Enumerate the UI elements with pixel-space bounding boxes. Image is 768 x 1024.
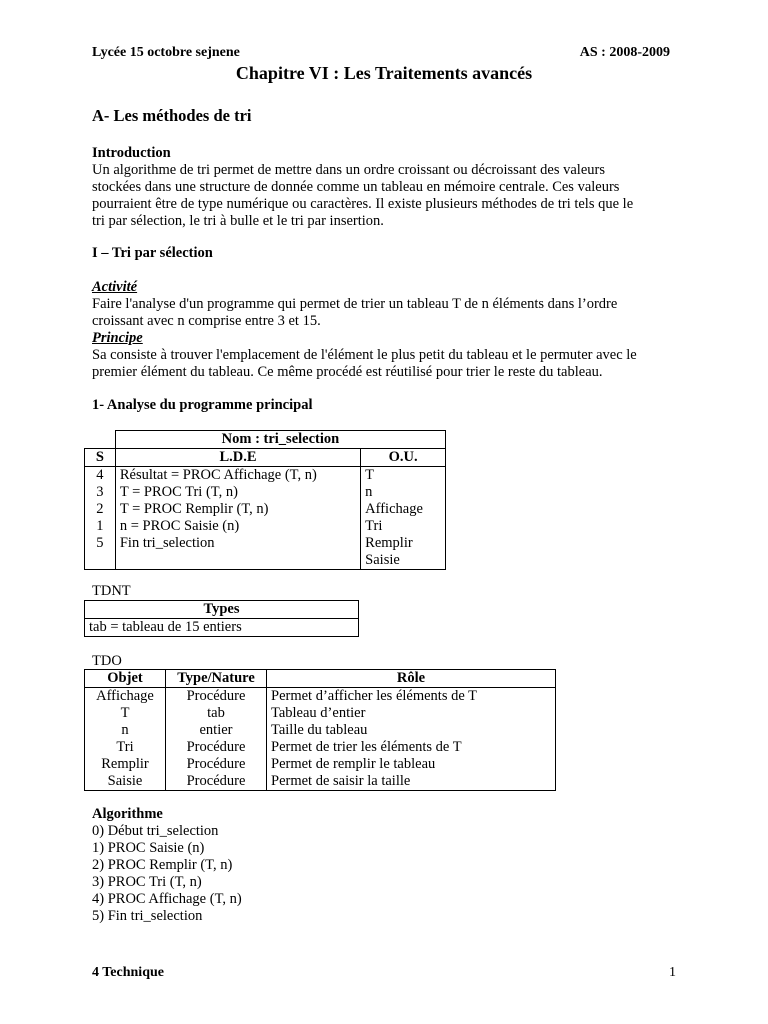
table-row: T tab Tableau d’entier (85, 705, 556, 722)
principe-line: premier élément du tableau. Ce même procédé est réutilisé pour trier le reste du tableau. (92, 364, 603, 380)
algorithme-line: 4) PROC Affichage (T, n) (92, 891, 242, 907)
table-row: Saisie (85, 552, 446, 570)
algorithme-line: 0) Début tri_selection (92, 823, 219, 839)
algorithme-title: Algorithme (92, 806, 163, 822)
activite-line: croissant avec n comprise entre 3 et 15. (92, 313, 321, 329)
table-row: 1 n = PROC Saisie (n) Tri (85, 518, 446, 535)
table-row: 5 Fin tri_selection Remplir (85, 535, 446, 552)
activite (92, 279, 682, 381)
table-row: n entier Taille du tableau (85, 722, 556, 739)
introduction-line: stockées dans une structure de donnée comme un tableau en mémoire centrale. Ces valeurs (92, 179, 620, 195)
header-ou: O.U. (361, 449, 446, 467)
tdnt-label: TDNT (92, 583, 131, 599)
introduction-line: pourraient être de type numérique ou caractères. Il existe plusieurs méthodes de tri tels que le (92, 196, 634, 212)
activite-line: Faire l'analyse d'un programme qui permet de trier un tableau T de n éléments dans l’ordre (92, 296, 618, 312)
analysis-table (84, 430, 446, 570)
tdo-table (84, 669, 556, 791)
algorithme-line: 2) PROC Remplir (T, n) (92, 857, 233, 873)
header-s: S (85, 449, 116, 467)
introduction (92, 145, 682, 230)
activite-title: Activité (92, 279, 138, 295)
table-row: 2 T = PROC Remplir (T, n) Affichage (85, 501, 446, 518)
tdnt-row: tab = tableau de 15 entiers (85, 619, 359, 637)
algorithme-line: 3) PROC Tri (T, n) (92, 874, 202, 890)
school-name: Lycée 15 octobre sejnene (92, 45, 240, 60)
tdo-label: TDO (92, 653, 122, 669)
footer-class: 4 Technique (92, 965, 164, 980)
introduction-line: Un algorithme de tri permet de mettre dans un ordre croissant ou décroissant des valeurs (92, 162, 605, 178)
table-row: Affichage Procédure Permet d’afficher les éléments de T (85, 688, 556, 706)
principe-title: Principe (92, 330, 143, 346)
algorithme-line: 5) Fin tri_selection (92, 908, 203, 924)
algorithme (92, 806, 682, 925)
table-row: 4 Résultat = PROC Affichage (T, n) T (85, 467, 446, 485)
principe-line: Sa consiste à trouver l'emplacement de l'élément le plus petit du tableau et le permuter avec le (92, 347, 637, 363)
page-number: 1 (669, 965, 676, 980)
analyse-heading: 1- Analyse du programme principal (92, 397, 313, 413)
table-row: Remplir Procédure Permet de remplir le tableau (85, 756, 556, 773)
tdo-header-role: Rôle (267, 670, 556, 688)
tdnt-header: Types (85, 601, 359, 619)
chapter-title: Chapitre VI : Les Traitements avancés (235, 63, 533, 83)
section-1-heading: I – Tri par sélection (92, 245, 213, 261)
school-year: AS : 2008-2009 (579, 45, 670, 60)
table-row: Tri Procédure Permet de trier les éléments de T (85, 739, 556, 756)
section-a-heading: A- Les méthodes de tri (92, 106, 252, 125)
table-row: Saisie Procédure Permet de saisir la taille (85, 773, 556, 791)
introduction-title: Introduction (92, 145, 171, 161)
tdnt-table (84, 600, 359, 637)
tdo-header-objet: Objet (85, 670, 166, 688)
tdo-header-type: Type/Nature (166, 670, 267, 688)
algorithme-line: 1) PROC Saisie (n) (92, 840, 205, 856)
analysis-table-name: Nom : tri_selection (115, 431, 445, 449)
table-row: 3 T = PROC Tri (T, n) n (85, 484, 446, 501)
introduction-line: tri par sélection, le tri à bulle et le tri par insertion. (92, 213, 384, 229)
header-lde: L.D.E (115, 449, 360, 467)
